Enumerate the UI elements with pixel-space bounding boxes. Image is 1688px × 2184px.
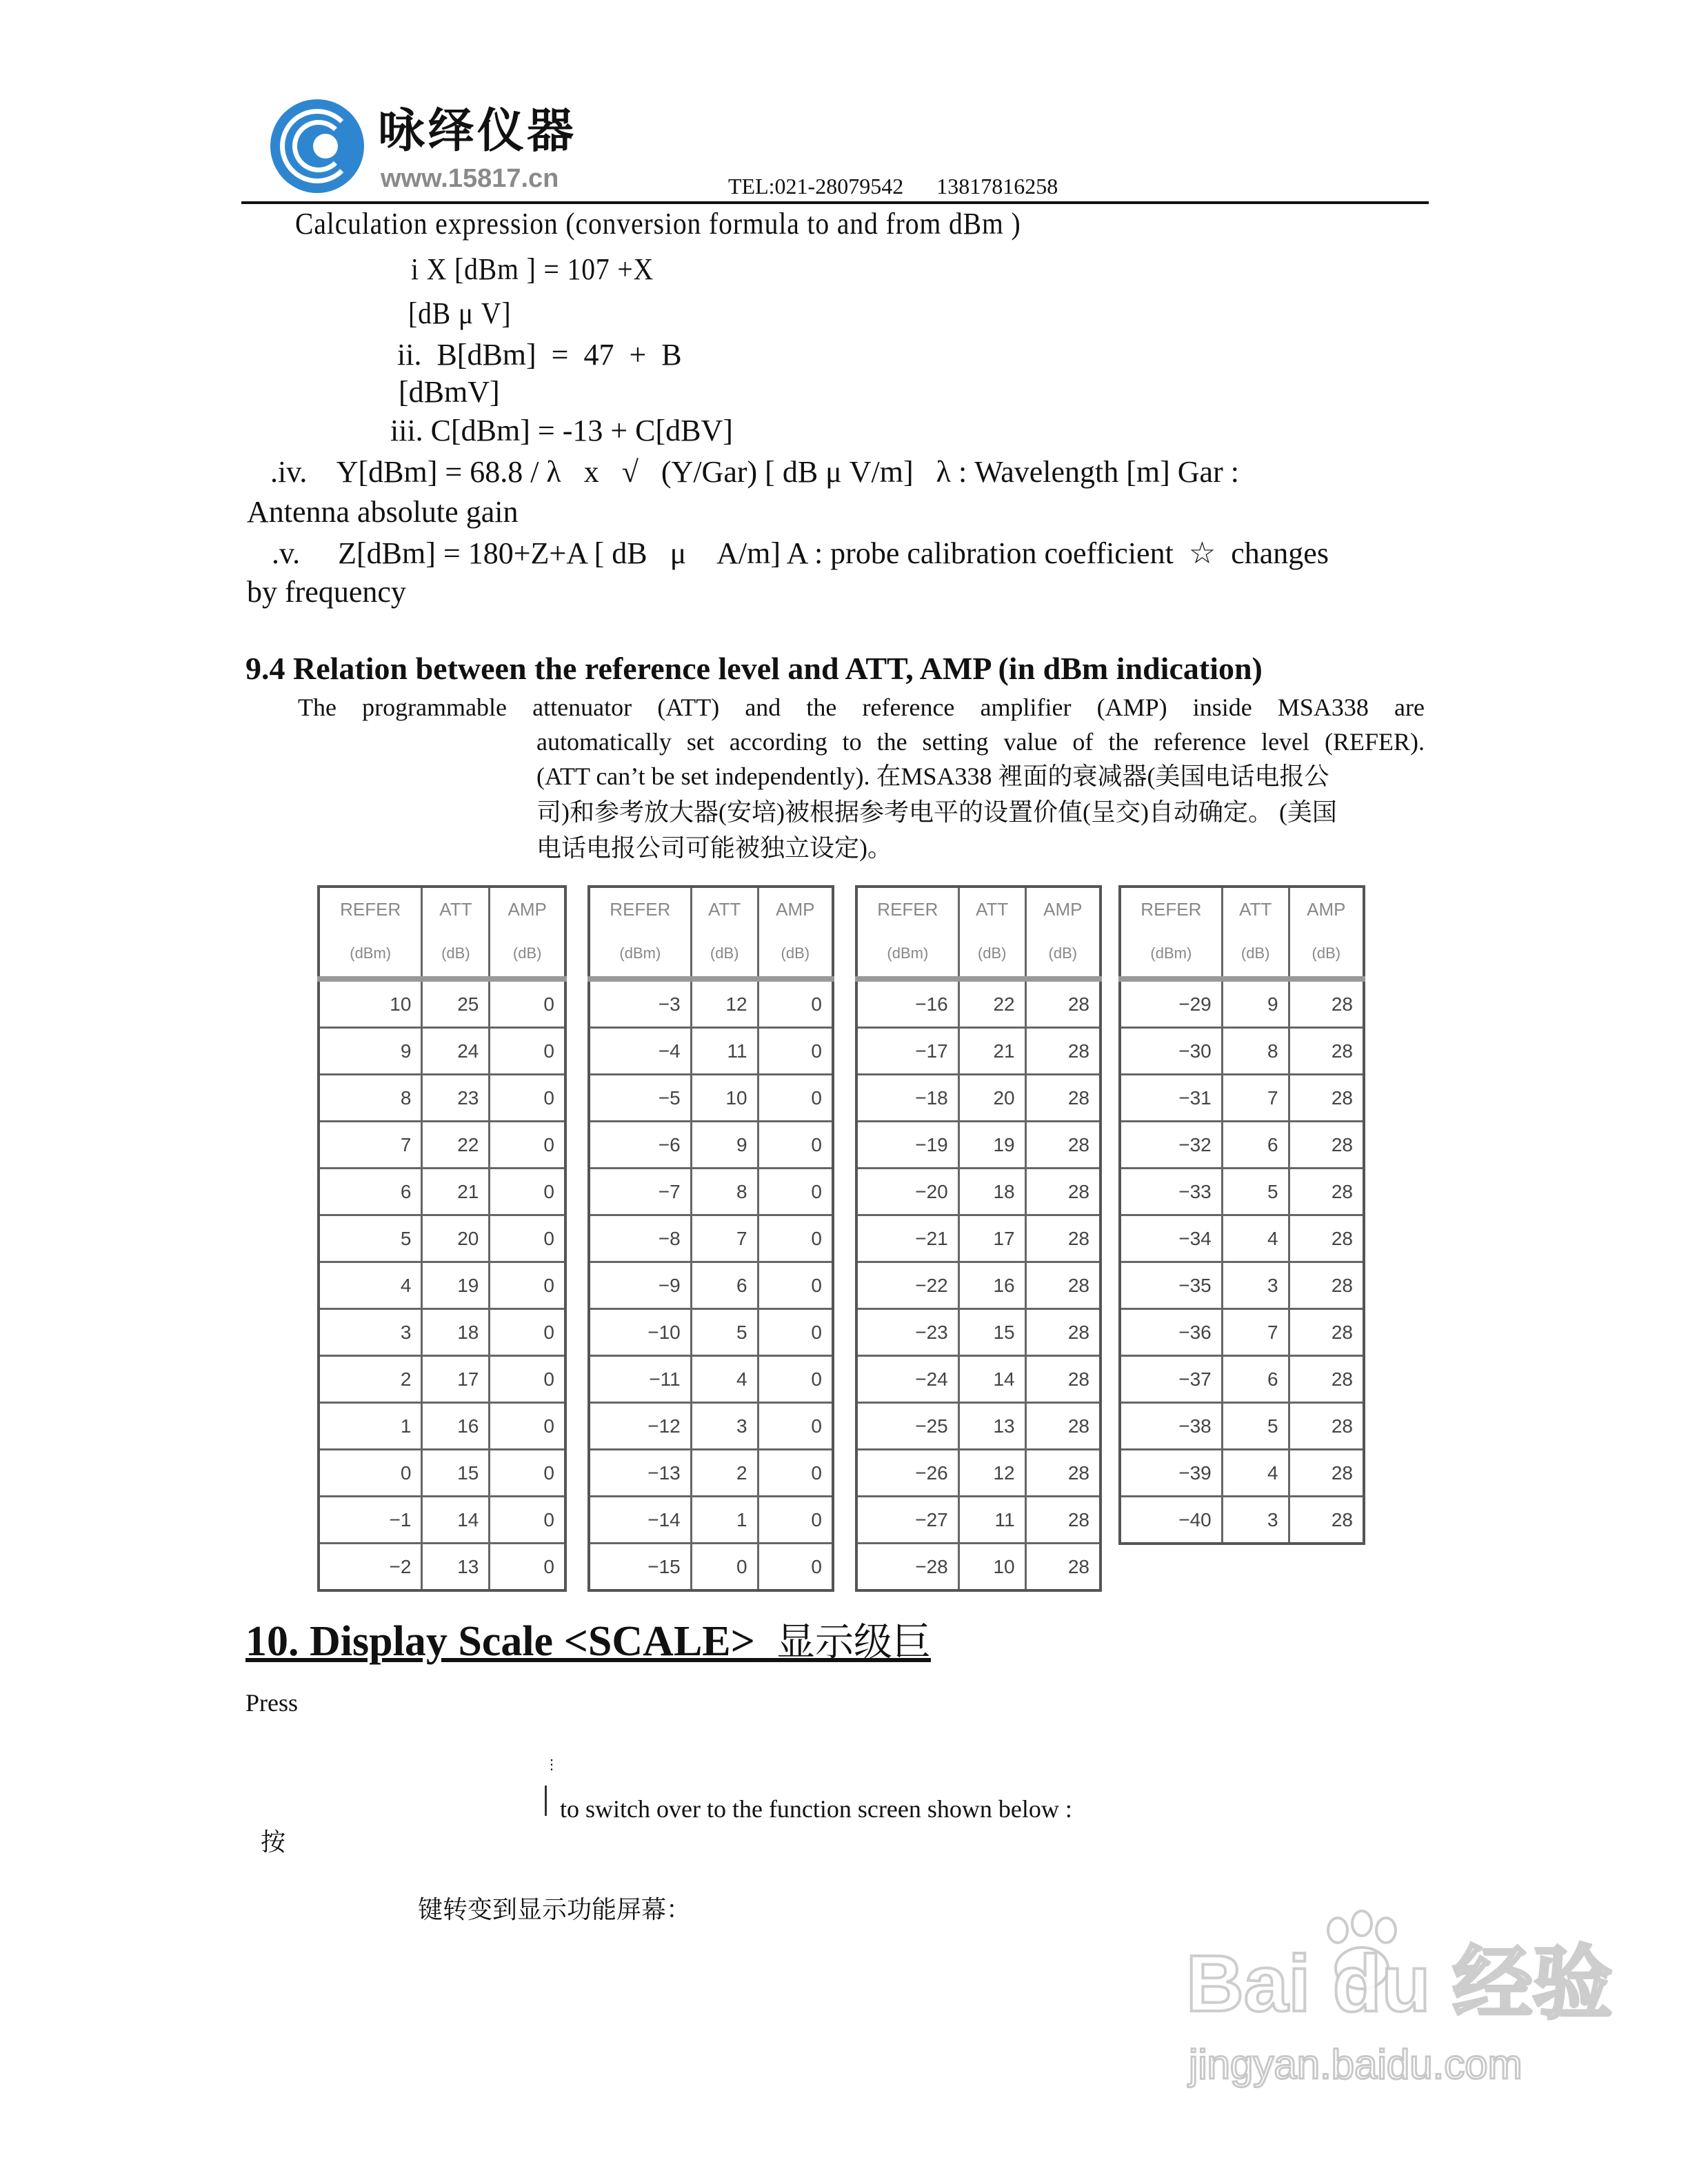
table-cell: 28 [1025, 1262, 1101, 1309]
table-row [856, 1450, 1101, 1497]
table-cell: 0 [490, 1309, 565, 1356]
table-cell: 0 [490, 1028, 565, 1075]
table-cell: −21 [856, 1215, 958, 1262]
formula-ii: ii. B[dBm] = 47 + B [397, 338, 682, 372]
table-cell: −12 [589, 1403, 691, 1450]
table-cell: 0 [758, 1309, 833, 1356]
table-row [589, 1356, 833, 1403]
table-cell: 0 [758, 979, 833, 1028]
table-row [856, 1403, 1101, 1450]
para-line-3: (ATT can’t be set independently). 在MSA338 裡面的衰减器(美国电话电报公 [536, 762, 1329, 790]
column-unit: (dB) [758, 931, 833, 979]
formula-v-cont: by frequency [247, 575, 406, 609]
table-cell: 0 [758, 1028, 833, 1075]
column-header: AMP [1289, 887, 1364, 931]
column-header: REFER [589, 887, 691, 931]
formula-v: .v. Z[dBm] = 180+Z+A [ dB μ A/m] A : probe calibration coefficient ☆ changes [272, 536, 1329, 570]
table-cell: 20 [422, 1215, 490, 1262]
table-cell: 0 [490, 1122, 565, 1169]
column-header: REFER [856, 887, 958, 931]
refer-table-3 [855, 885, 1102, 1592]
para-line-1: The programmable attenuator (ATT) and the reference amplifier (AMP) inside MSA338 are [298, 694, 1425, 721]
table-cell: −13 [589, 1450, 691, 1497]
table-cell: 22 [958, 979, 1025, 1028]
table-cell: 8 [319, 1075, 422, 1122]
table-cell: 3 [1222, 1497, 1289, 1544]
table-cell: 28 [1025, 1450, 1101, 1497]
table-cell: 23 [422, 1075, 490, 1122]
refer-table-4 [1118, 885, 1365, 1545]
table-row [589, 1544, 833, 1591]
table-row [319, 1497, 565, 1544]
table-cell: 0 [490, 1169, 565, 1215]
table-row [319, 1403, 565, 1450]
table-cell: 28 [1025, 1403, 1101, 1450]
table-cell: 15 [422, 1450, 490, 1497]
formula-ii-unit: [dBmV] [399, 375, 500, 409]
column-header: AMP [490, 887, 565, 931]
table-row [856, 1075, 1101, 1122]
press-label: Press [245, 1689, 299, 1717]
table-cell: 25 [422, 979, 490, 1028]
table-cell: 28 [1025, 1215, 1101, 1262]
formula-iii: iii. C[dBm] = -13 + C[dBV] [390, 414, 733, 447]
switch-instruction: to switch over to the function screen shown below : [560, 1795, 1072, 1823]
table-cell: 12 [691, 979, 758, 1028]
formula-iv: .iv. Y[dBm] = 68.8 / λ x √ (Y/Gar) [ dB μ V/m] λ : Wavelength [m] Gar : [270, 455, 1239, 489]
table-cell: 28 [1289, 1122, 1364, 1169]
table-cell: 11 [691, 1028, 758, 1075]
table-row [1120, 1497, 1364, 1544]
table-cell: 28 [1289, 1262, 1364, 1309]
table-cell: 14 [422, 1497, 490, 1544]
table-cell: 28 [1025, 979, 1101, 1028]
table-cell: 3 [319, 1309, 422, 1356]
company-name: 咏绎仪器 [378, 104, 577, 159]
table-cell: 28 [1025, 1309, 1101, 1356]
table-cell: 28 [1025, 1169, 1101, 1215]
table-cell: 0 [490, 1544, 565, 1591]
table-cell: 7 [1222, 1309, 1289, 1356]
baidu-watermark: Bai du 经验 [1186, 1939, 1613, 2028]
table-cell: −9 [589, 1262, 691, 1309]
table-cell: −34 [1120, 1215, 1222, 1262]
table-cell: 3 [1222, 1262, 1289, 1309]
table-cell: 4 [319, 1262, 422, 1309]
table-cell: −24 [856, 1356, 958, 1403]
table-row [856, 1169, 1101, 1215]
table-cell: 28 [1289, 1450, 1364, 1497]
table-row [589, 1309, 833, 1356]
table-cell: −8 [589, 1215, 691, 1262]
table-cell: 0 [319, 1450, 422, 1497]
table-cell: 0 [758, 1169, 833, 1215]
table-cell: −38 [1120, 1403, 1222, 1450]
table-cell: 8 [1222, 1028, 1289, 1075]
table-row [1120, 1215, 1364, 1262]
table-cell: −36 [1120, 1309, 1222, 1356]
table-cell: −27 [856, 1497, 958, 1544]
baidu-watermark-url: jingyan.baidu.com [1189, 2041, 1523, 2087]
key-marker [545, 1786, 547, 1816]
table-row [856, 1356, 1101, 1403]
table-cell: 13 [958, 1403, 1025, 1450]
refer-table-2 [587, 885, 834, 1592]
table-row [1120, 1309, 1364, 1356]
table-cell: −11 [589, 1356, 691, 1403]
formula-iv-cont: Antenna absolute gain [247, 495, 519, 529]
table-cell: 13 [422, 1544, 490, 1591]
table-row [1120, 1122, 1364, 1169]
table-cell: 24 [422, 1028, 490, 1075]
table-cell: 4 [691, 1356, 758, 1403]
table-row [856, 1309, 1101, 1356]
table-cell: 0 [490, 979, 565, 1028]
table-row [319, 1215, 565, 1262]
table-row [1120, 1169, 1364, 1215]
column-unit: (dB) [422, 931, 490, 979]
table-row [319, 1075, 565, 1122]
table-cell: 0 [758, 1262, 833, 1309]
table-row [319, 1309, 565, 1356]
table-cell: 0 [490, 1262, 565, 1309]
table-cell: 4 [1222, 1450, 1289, 1497]
table-cell: 4 [1222, 1215, 1289, 1262]
table-cell: 21 [958, 1028, 1025, 1075]
table-cell: 6 [691, 1262, 758, 1309]
table-row [856, 1215, 1101, 1262]
table-row [319, 1450, 565, 1497]
table-row [856, 1028, 1101, 1075]
para-line-5: 电话电报公司可能被独立设定)。 [536, 834, 892, 862]
table-row [856, 1262, 1101, 1309]
table-cell: 1 [319, 1403, 422, 1450]
switch-instruction-cn: 键转变到显示功能屏幕： [418, 1896, 692, 1924]
table-cell: 5 [1222, 1169, 1289, 1215]
column-unit: (dB) [1289, 931, 1364, 979]
table-row [589, 979, 833, 1028]
table-cell: 16 [422, 1403, 490, 1450]
table-row [319, 1544, 565, 1591]
table-cell: 19 [958, 1122, 1025, 1169]
table-cell: 2 [691, 1450, 758, 1497]
table-cell: 22 [422, 1122, 490, 1169]
table-cell: 10 [958, 1544, 1025, 1591]
table-cell: −4 [589, 1028, 691, 1075]
table-cell: −28 [856, 1544, 958, 1591]
table-cell: −16 [856, 979, 958, 1028]
column-header: ATT [691, 887, 758, 931]
table-cell: 28 [1289, 1215, 1364, 1262]
table-cell: −6 [589, 1122, 691, 1169]
table-cell: −25 [856, 1403, 958, 1450]
table-cell: 0 [758, 1215, 833, 1262]
table-row [589, 1122, 833, 1169]
refer-table-1 [317, 885, 567, 1592]
table-cell: 1 [691, 1497, 758, 1544]
column-header: ATT [422, 887, 490, 931]
table-row [319, 1122, 565, 1169]
table-cell: 28 [1289, 1497, 1364, 1544]
table-cell: 9 [691, 1122, 758, 1169]
table-cell: 11 [958, 1497, 1025, 1544]
table-cell: 3 [691, 1403, 758, 1450]
formula-i: i X [dBm ] = 107 +X [411, 252, 654, 286]
table-row [319, 1262, 565, 1309]
para-line-2: automatically set according to the setting value of the reference level (REFER). [536, 728, 1425, 756]
column-unit: (dBm) [319, 931, 422, 979]
table-cell: 17 [958, 1215, 1025, 1262]
table-cell: −10 [589, 1309, 691, 1356]
table-cell: 7 [691, 1215, 758, 1262]
table-row [589, 1215, 833, 1262]
column-unit: (dB) [691, 931, 758, 979]
table-row [856, 979, 1101, 1028]
table-cell: 28 [1289, 1403, 1364, 1450]
table-cell: 6 [319, 1169, 422, 1215]
table-cell: 10 [319, 979, 422, 1028]
table-row [319, 1169, 565, 1215]
table-cell: 18 [422, 1309, 490, 1356]
table-cell: 0 [758, 1544, 833, 1591]
table-row [1120, 1262, 1364, 1309]
table-cell: 0 [758, 1075, 833, 1122]
table-row [589, 1262, 833, 1309]
table-cell: 0 [490, 1356, 565, 1403]
table-cell: 28 [1289, 1309, 1364, 1356]
table-cell: 19 [422, 1262, 490, 1309]
table-row [589, 1169, 833, 1215]
column-unit: (dB) [1222, 931, 1289, 979]
table-cell: 15 [958, 1309, 1025, 1356]
table-cell: 28 [1289, 1028, 1364, 1075]
table-cell: 6 [1222, 1356, 1289, 1403]
table-cell: 16 [958, 1262, 1025, 1309]
table-row [856, 1497, 1101, 1544]
table-cell: −3 [589, 979, 691, 1028]
table-cell: 9 [1222, 979, 1289, 1028]
table-cell: 28 [1025, 1544, 1101, 1591]
table-cell: −33 [1120, 1169, 1222, 1215]
section-10-title-cn: 显示级巨 [776, 1620, 931, 1665]
table-row [319, 979, 565, 1028]
column-unit: (dB) [490, 931, 565, 979]
table-row [1120, 1450, 1364, 1497]
formula-i-unit: [dB μ V] [408, 296, 512, 330]
table-cell: 0 [758, 1403, 833, 1450]
table-cell: 18 [958, 1169, 1025, 1215]
table-cell: −30 [1120, 1028, 1222, 1075]
table-cell: 7 [319, 1122, 422, 1169]
column-header: AMP [1025, 887, 1101, 931]
table-cell: 28 [1025, 1356, 1101, 1403]
table-cell: 0 [490, 1450, 565, 1497]
table-row [1120, 1403, 1364, 1450]
column-header: REFER [1120, 887, 1222, 931]
header-tel: TEL:021-28079542 13817816258 [728, 174, 1058, 199]
table-cell: −7 [589, 1169, 691, 1215]
press-label-cn: 按 [261, 1828, 286, 1857]
table-cell: −32 [1120, 1122, 1222, 1169]
table-cell: 6 [1222, 1122, 1289, 1169]
table-row [589, 1403, 833, 1450]
table-cell: −31 [1120, 1075, 1222, 1122]
table-cell: 9 [319, 1028, 422, 1075]
table-cell: −23 [856, 1309, 958, 1356]
table-cell: −37 [1120, 1356, 1222, 1403]
table-cell: 0 [758, 1122, 833, 1169]
table-cell: 10 [691, 1075, 758, 1122]
table-cell: −15 [589, 1544, 691, 1591]
column-unit: (dBm) [1120, 931, 1222, 979]
table-cell: 0 [758, 1497, 833, 1544]
table-cell: 28 [1289, 979, 1364, 1028]
table-cell: −19 [856, 1122, 958, 1169]
table-cell: 0 [490, 1403, 565, 1450]
column-header: AMP [758, 887, 833, 931]
table-row [1120, 979, 1364, 1028]
table-cell: −5 [589, 1075, 691, 1122]
table-cell: −29 [1120, 979, 1222, 1028]
table-row [856, 1122, 1101, 1169]
table-row [589, 1028, 833, 1075]
table-cell: 0 [490, 1215, 565, 1262]
table-cell: −2 [319, 1544, 422, 1591]
section-10-heading [245, 1617, 931, 1666]
table-cell: 28 [1025, 1028, 1101, 1075]
table-cell: 20 [958, 1075, 1025, 1122]
table-cell: −26 [856, 1450, 958, 1497]
table-cell: 0 [490, 1497, 565, 1544]
formula-intro: Calculation expression (conversion formula to and from dBm ) [295, 207, 1021, 241]
column-header: REFER [319, 887, 422, 931]
table-row [589, 1450, 833, 1497]
table-row [319, 1028, 565, 1075]
column-unit: (dBm) [589, 931, 691, 979]
table-cell: 2 [319, 1356, 422, 1403]
table-cell: −39 [1120, 1450, 1222, 1497]
table-row [1120, 1075, 1364, 1122]
table-cell: 8 [691, 1169, 758, 1215]
table-cell: −20 [856, 1169, 958, 1215]
company-website: www.15817.cn [381, 164, 559, 193]
table-cell: −35 [1120, 1262, 1222, 1309]
table-row [589, 1497, 833, 1544]
table-row [319, 1356, 565, 1403]
table-cell: 5 [319, 1215, 422, 1262]
column-header: ATT [958, 887, 1025, 931]
table-cell: 7 [1222, 1075, 1289, 1122]
column-unit: (dB) [958, 931, 1025, 979]
table-cell: 28 [1025, 1122, 1101, 1169]
table-cell: −14 [589, 1497, 691, 1544]
table-cell: 28 [1289, 1169, 1364, 1215]
table-cell: 12 [958, 1450, 1025, 1497]
table-cell: 5 [1222, 1403, 1289, 1450]
section-9-4-heading: 9.4 Relation between the reference level and ATT, AMP (in dBm indication) [245, 651, 1263, 686]
section-10-title: 10. Display Scale <SCALE> [245, 1618, 755, 1665]
table-cell: 28 [1289, 1356, 1364, 1403]
table-cell: 0 [691, 1544, 758, 1591]
table-row [589, 1075, 833, 1122]
table-cell: −17 [856, 1028, 958, 1075]
table-cell: −40 [1120, 1497, 1222, 1544]
table-cell: 21 [422, 1169, 490, 1215]
table-cell: 0 [758, 1450, 833, 1497]
table-row [1120, 1356, 1364, 1403]
table-cell: −18 [856, 1075, 958, 1122]
key-dots: ⋮ [545, 1757, 559, 1772]
table-cell: 5 [691, 1309, 758, 1356]
table-cell: 0 [758, 1356, 833, 1403]
table-cell: 14 [958, 1356, 1025, 1403]
column-unit: (dB) [1025, 931, 1101, 979]
table-row [856, 1544, 1101, 1591]
column-header: ATT [1222, 887, 1289, 931]
para-line-4: 司)和参考放大器(安培)被根据参考电平的设置价值(呈交)自动确定。 (美国 [536, 798, 1337, 826]
header-rule [241, 201, 1429, 204]
table-cell: 17 [422, 1356, 490, 1403]
company-logo [270, 99, 364, 193]
table-cell: 28 [1289, 1075, 1364, 1122]
table-cell: 28 [1025, 1497, 1101, 1544]
table-cell: −22 [856, 1262, 958, 1309]
table-cell: −1 [319, 1497, 422, 1544]
table-cell: 28 [1025, 1075, 1101, 1122]
column-unit: (dBm) [856, 931, 958, 979]
table-cell: 0 [490, 1075, 565, 1122]
table-row [1120, 1028, 1364, 1075]
